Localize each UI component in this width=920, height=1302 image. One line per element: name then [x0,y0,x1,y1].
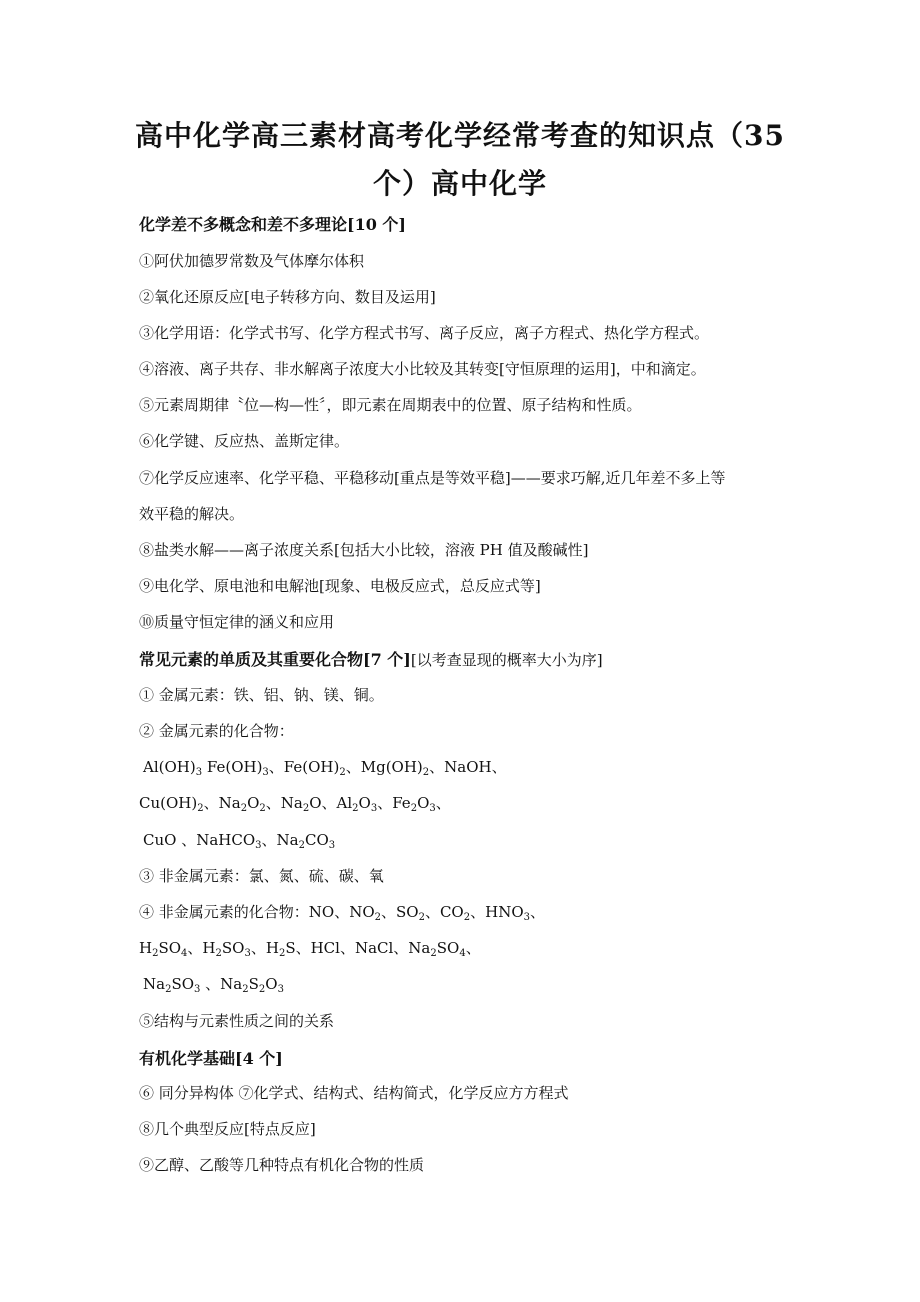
list-item: ③化学用语：化学式书写、化学方程式书写、离子反应，离子方程式、热化学方程式。 [139,324,710,342]
list-item: ④溶液、离子共存、非水解离子浓度大小比较及其转变[守恒原理的运用]，中和滴定。 [139,360,706,378]
list-item: ⑧几个典型反应[特点反应] [139,1120,316,1138]
list-item: ② 金属元素的化合物： [139,722,294,740]
formula-line-1: $Al(OH)_3$ $Fe(OH)_3$、$Fe(OH)_2$、$Mg(OH)_2$、NaOH、 [143,758,507,778]
list-item: ③ 非金属元素：氯、氮、硫、碳、氧 [139,867,384,885]
list-item: ⑨乙醇、乙酸等几种特点有机化合物的性质 [139,1156,425,1174]
formula-line-6: $Na_2SO_3$ 、$Na_2S_2O_3$ [143,975,284,995]
list-item: ⑥化学键、反应热、盖斯定律。 [139,432,350,450]
list-item: ⑥ 同分异构体 ⑦化学式、结构式、结构简式，化学反应方方程式 [139,1084,569,1102]
page-title-line-1: 高中化学高三素材高考化学经常考查的知识点（35 [135,119,785,152]
list-item: ①阿伏加德罗常数及气体摩尔体积 [139,252,365,270]
list-item: ⑤元素周期律〝位—构—性〞，即元素在周期表中的位置、原子结构和性质。 [139,396,642,414]
list-item: ① 金属元素：铁、铝、钠、镁、铜。 [139,686,384,704]
section-1-heading: 化学差不多概念和差不多理论[10 个] [139,215,406,234]
formula-line-2: $Cu(OH)_2$、$Na_2O_2$、$Na_2O$、$Al_2O_3$、$Fe_2O_3$、 [139,794,451,814]
list-item: ⑤结构与元素性质之间的关系 [139,1012,335,1030]
section-2-heading-row [139,647,603,670]
section-3-heading: 有机化学基础[4 个] [139,1049,283,1068]
list-item: ⑧盐类水解——离子浓度关系[包括大小比较，溶液 PH 值及酸碱性] [139,541,589,559]
section-2-heading: 常见元素的单质及其重要化合物[7 个] [139,650,411,669]
list-item: ⑦化学反应速率、化学平稳、平稳移动[重点是等效平稳]——要求巧解,近几年差不多上等 [139,469,726,487]
list-item: ②氧化还原反应[电子转移方向、数目及运用] [139,288,436,306]
formula-line-3: CuO 、NaHCO$_3$、$Na_2CO_3$ [143,831,336,851]
list-item: 效平稳的解决。 [139,505,245,523]
list-item: ⑨电化学、原电池和电解池[现象、电极反应式，总反应式等] [139,577,541,595]
list-item: ⑩质量守恒定律的涵义和应用 [139,613,335,631]
formula-line-4: ④ 非金属元素的化合物：NO、$NO_2$、$SO_2$、$CO_2$、$HNO_3$、 [139,903,546,923]
formula-line-5: $H_2SO_4$、$H_2SO_3$、$H_2S$、HCl、NaCl、$Na_2SO_4$、 [139,939,481,959]
page-title-line-2: 个）高中化学 [372,167,547,200]
section-2-note: [以考查显现的概率大小为序] [410,651,603,669]
